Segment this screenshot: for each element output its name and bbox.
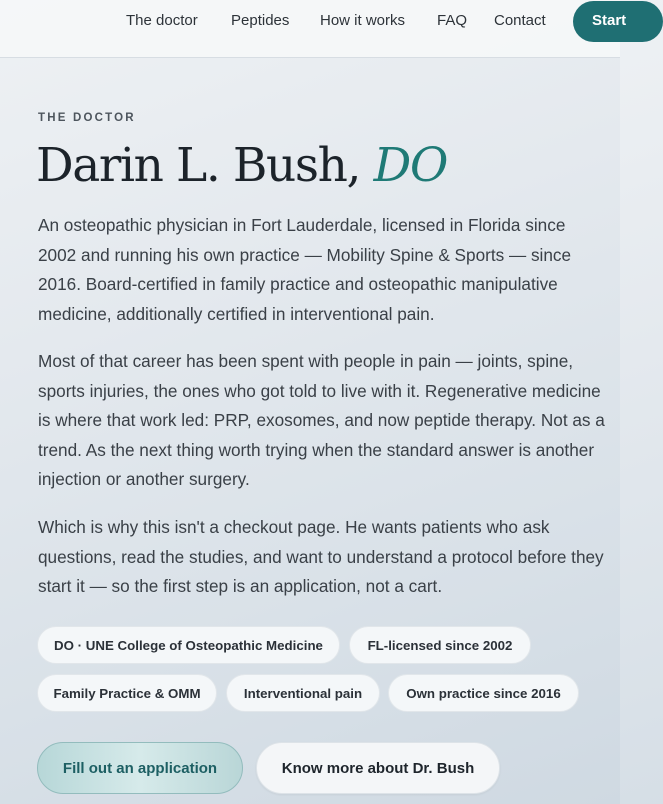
credential-chip-interventional-pain: Interventional pain (226, 674, 380, 712)
nav-link-faq[interactable]: FAQ (437, 12, 468, 29)
bio-paragraph-2: Most of that career has been spent with people in pain — joints, spine, sports injuries, the ones who got told to live with it. Regenerative medicine is where that work led: PRP, exosomes, and now peptide therapy. Not as a trend. As the next thing worth trying when the standard answer is another injection or another surgery. (38, 351, 605, 490)
credential-chip-family-practice: Family Practice & OMM (37, 674, 217, 712)
nav-link-how-it-works[interactable]: How it works (320, 12, 406, 29)
doctor-degree: DO (373, 138, 448, 193)
section-eyebrow: THE DOCTOR (38, 112, 136, 124)
nav-link-contact[interactable]: Contact (494, 12, 546, 29)
credential-chip-own-practice: Own practice since 2016 (388, 674, 579, 712)
credential-chip-fl-license: FL-licensed since 2002 (349, 626, 531, 664)
bio-paragraph-1: An osteopathic physician in Fort Lauderdale, licensed in Florida since 2002 and running his own practice — Mobility Spine & Sports — since 2016. Board-certified in family practice and osteopathic manipulative medicine, additionally certified in interventional pain. (38, 215, 572, 324)
know-more-button[interactable]: Know more about Dr. Bush (256, 742, 500, 794)
start-button[interactable]: Start (573, 1, 663, 42)
top-nav (0, 0, 627, 58)
credential-chip-do: DO · UNE College of Osteopathic Medicine (37, 626, 340, 664)
nav-link-peptides[interactable]: Peptides (231, 12, 290, 29)
page-title (36, 136, 447, 196)
nav-link-the-doctor[interactable]: The doctor (126, 12, 198, 29)
bio-paragraph-3: Which is why this isn't a checkout page. He wants patients who ask questions, read the studies, and want to understand a protocol before they start it — so the first step is an application, not a cart. (38, 517, 604, 597)
fill-out-application-button[interactable]: Fill out an application (37, 742, 243, 794)
doctor-name: Darin L. Bush, (36, 138, 361, 193)
